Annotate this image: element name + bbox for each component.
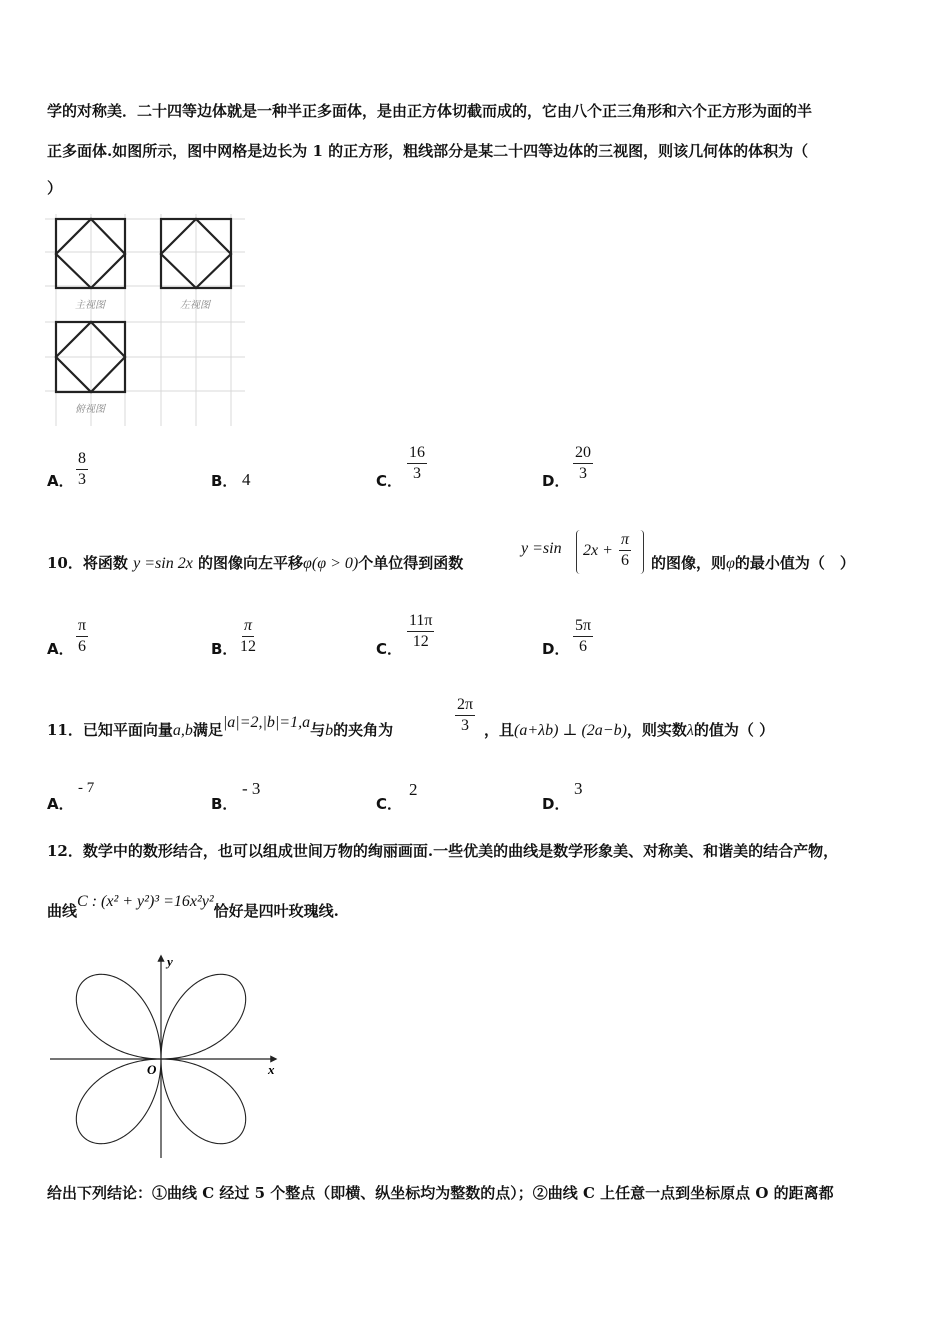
- grid-lines: [45, 214, 245, 426]
- q11-stem: 11．已知平面向量a,b满足|a|=2,|b|=1,a与b的夹角为: [47, 714, 394, 739]
- q10-target-function: y =sin 2x + $\frac{\pi}{6}$: [521, 530, 649, 578]
- top-view-label: 俯视图: [75, 404, 105, 415]
- q9-option-a-letter: A．: [47, 472, 74, 490]
- q9-option-b-value: 4: [242, 470, 251, 489]
- q10-option-d-value: $\frac{5\pi}{6}$: [575, 617, 592, 656]
- q11-stem-end: ，且(a+λb) ⊥ (2a−b)，则实数λ的值为（ ）: [484, 721, 775, 739]
- q9-option-c-value: $\frac{16}{3}$: [409, 444, 425, 483]
- x-axis-label: x: [268, 1062, 275, 1077]
- q11-angle-fraction: $\frac{2\pi}{3}$: [457, 696, 474, 735]
- origin-label: O: [147, 1062, 157, 1077]
- intro-line-2: 正多面体.如图所示，图中网格是边长为 1 的正方形，粗线部分是某二十四等边体的三视图，则该几何体的体积为（: [47, 142, 809, 160]
- q11-option-d-value: 3: [574, 779, 583, 798]
- q10-option-c-letter: C．: [376, 640, 403, 658]
- q12-conclusion: 给出下列结论：①曲线 C 经过 5 个整点（即横、纵坐标均为整数的点）；②曲线 C 上任意一点到坐标原点 O 的距离都: [47, 1184, 834, 1202]
- q10-stem: 10．将函数 y =sin 2x 的图像向左平移φ(φ > 0)个单位得到函数: [47, 554, 464, 572]
- front-view-label: 主视图: [75, 300, 105, 311]
- q11-option-c-letter: C．: [376, 795, 403, 813]
- q10-option-b-letter: B．: [211, 640, 238, 658]
- q9-option-d-letter: D．: [542, 472, 570, 490]
- intro-line-3: ）: [47, 179, 63, 197]
- side-view-label: 左视图: [180, 300, 210, 311]
- q11-option-b-letter: B．: [211, 795, 238, 813]
- q11-option-c-value: 2: [409, 780, 418, 799]
- q10-stem-end: 的图像，则φ的最小值为（ ）: [651, 554, 855, 572]
- q11-option-b-value: - 3: [242, 779, 261, 798]
- q9-option-d-value: $\frac{20}{3}$: [575, 444, 591, 483]
- q11-option-a-value: - 7: [78, 780, 95, 796]
- q12-line-2: 曲线C : (x² + y²)³ =16x²y²恰好是四叶玫瑰线.: [47, 893, 339, 920]
- q10-option-b-value: $\frac{\pi}{12}$: [240, 617, 256, 656]
- q9-option-a-value: $\frac{8}{3}$: [78, 450, 86, 489]
- three-views-figure: [45, 214, 245, 426]
- intro-line-1: 学的对称美．二十四等边体就是一种半正多面体，是由正方体切截而成的，它由八个正三角形和六个正方形为面的半: [47, 102, 813, 120]
- q11-option-d-letter: D．: [542, 795, 570, 813]
- q10-option-a-value: $\frac{\pi}{6}$: [78, 617, 87, 656]
- q9-option-b-letter: B．: [211, 472, 238, 490]
- q10-option-c-value: $\frac{11\pi}{12}$: [409, 612, 433, 651]
- q12-line-1: 12．数学中的数形结合，也可以组成世间万物的绚丽画面.一些优美的曲线是数学形象美、对称美、和谐美的结合产物，: [47, 842, 839, 860]
- q10-option-a-letter: A．: [47, 640, 74, 658]
- q10-option-d-letter: D．: [542, 640, 570, 658]
- q11-option-a-letter: A．: [47, 795, 74, 813]
- q9-option-c-letter: C．: [376, 472, 403, 490]
- rose-curve-graph: [48, 952, 288, 1162]
- y-axis-label: y: [167, 954, 173, 969]
